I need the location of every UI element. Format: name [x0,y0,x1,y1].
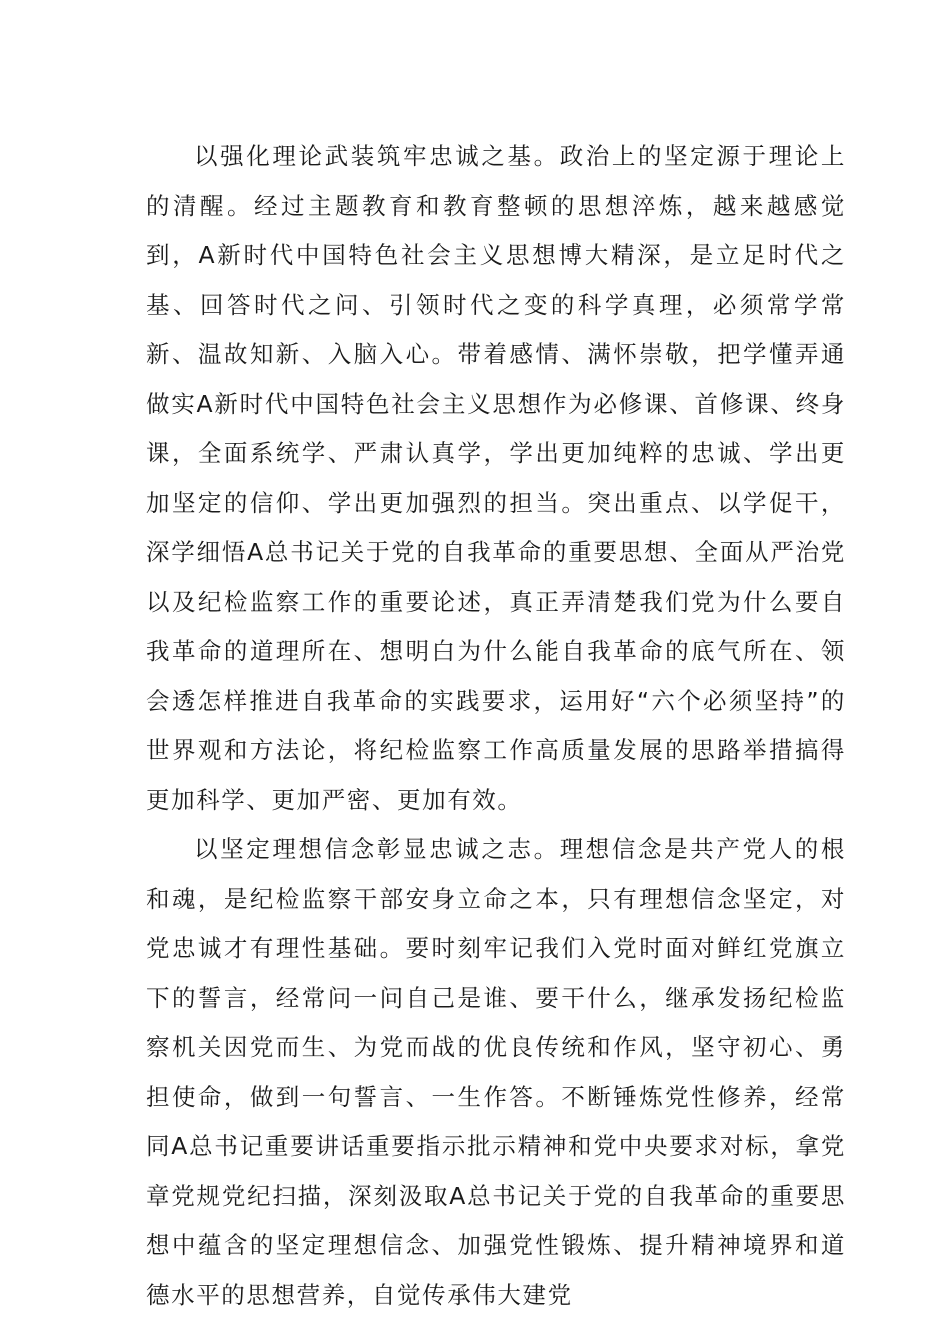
document-body [146,132,846,1320]
paragraph-ideals-beliefs: 以坚定理想信念彰显忠诚之志。理想信念是共产党人的根和魂，是纪检监察干部安身立命之本，只有理想信念坚定，对党忠诚才有理性基础。要时刻牢记我们入党时面对鲜红党旗立下的誓言，经常问一问自己是谁、要干什么，继承发扬纪检监察机关因党而生、为党而战的优良传统和作风，坚守初心、勇担使命，做到一句誓言、一生作答。不断锤炼党性修养，经常同A总书记重要讲话重要指示批示精神和党中央要求对标，拿党章党规党纪扫描，深刻汲取A总书记关于党的自我革命的重要思想中蕴含的坚定理想信念、加强党性锻炼、提升精神境界和道德水平的思想营养，自觉传承伟大建党 [146,835,846,1309]
paragraph-theory-armament: 以强化理论武装筑牢忠诚之基。政治上的坚定源于理论上的清醒。经过主题教育和教育整顿的思想淬炼，越来越感觉到，A新时代中国特色社会主义思想博大精深，是立足时代之基、回答时代之问、引领时代之变的科学真理，必须常学常新、温故知新、入脑入心。带着感情、满怀崇敬，把学懂弄通做实A新时代中国特色社会主义思想作为必修课、首修课、终身课，全面系统学、严肃认真学，学出更加纯粹的忠诚、学出更加坚定的信仰、学出更加强烈的担当。突出重点、以学促干，深学细悟A总书记关于党的自我革命的重要思想、全面从严治党以及纪检监察工作的重要论述，真正弄清楚我们党为什么要自我革命的道理所在、想明白为什么能自我革命的底气所在、领会透怎样推进自我革命的实践要求，运用好“六个必须坚持”的世界观和方法论，将纪检监察工作高质量发展的思路举措搞得更加科学、更加严密、更加有效。 [146,142,846,814]
